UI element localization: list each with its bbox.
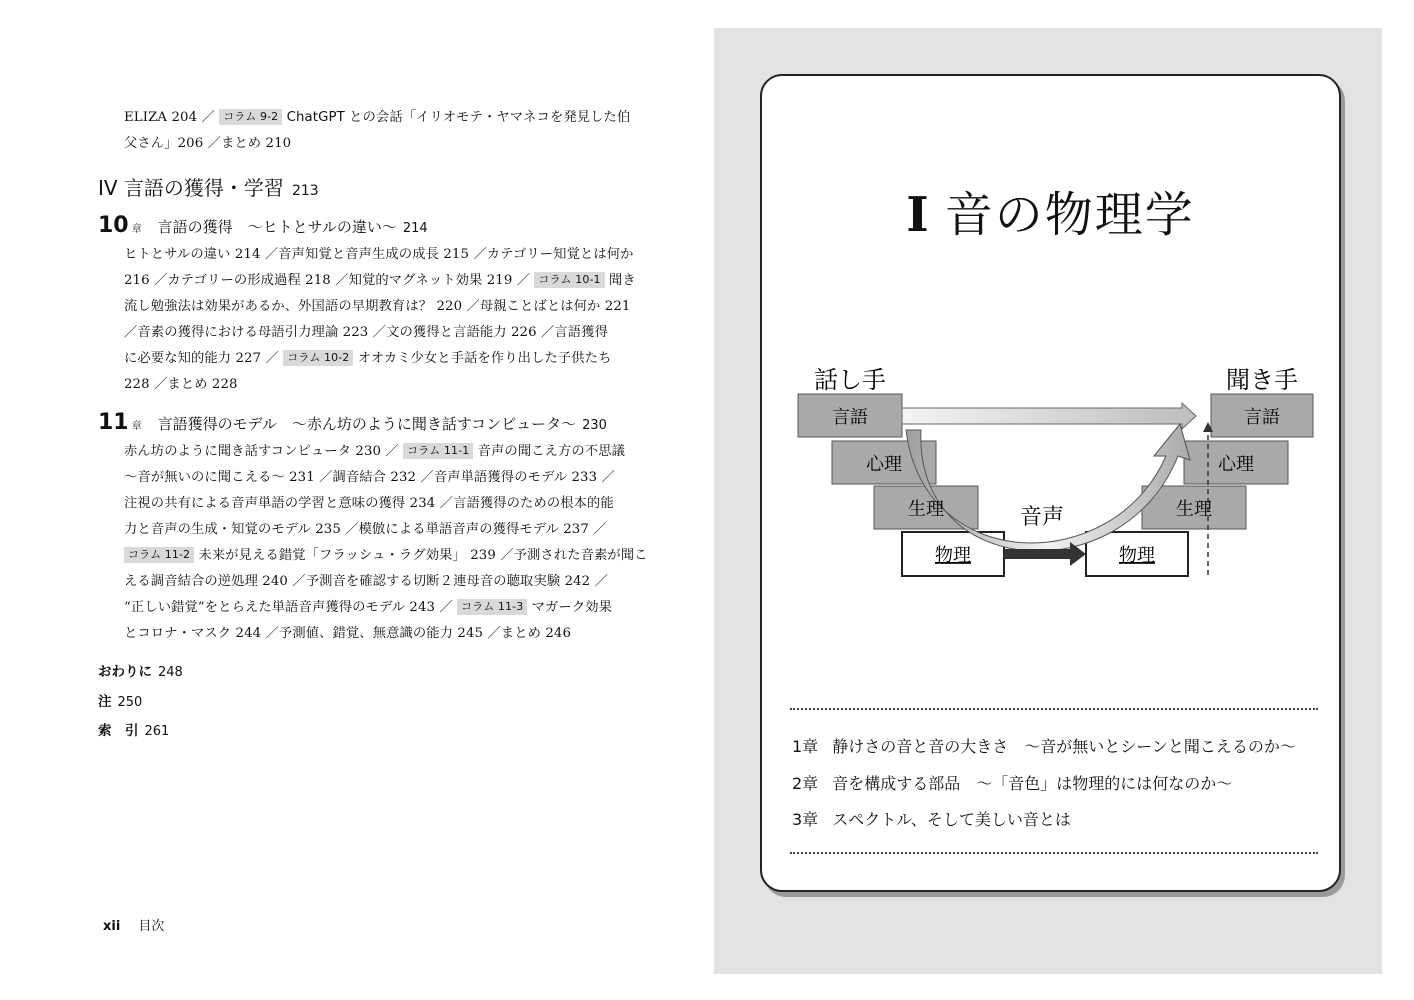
- column-tag: コラム 11-1: [403, 443, 473, 459]
- toc-line: [124, 269, 636, 288]
- toc-text: “正しい錯覚”をとらえた単語音声獲得のモデル 243 ／: [124, 600, 453, 615]
- column-tag: コラム 10-2: [283, 350, 353, 366]
- chapter-number: 11: [98, 410, 129, 435]
- chapter-no: 1章: [792, 737, 819, 756]
- divider-top: [790, 708, 1318, 710]
- chapter-item-1: [792, 734, 1296, 757]
- chapter-item-2: [792, 771, 1232, 794]
- chapter-title: 言語の獲得 〜ヒトとサルの違い〜: [157, 218, 397, 236]
- toc-line: ／音素の獲得における母語引力理論 223 ／文の獲得と言語能力 226 ／言語獲得: [124, 325, 608, 340]
- toc-line: [124, 106, 630, 125]
- chapter-title: スペクトル、そして美しい音とは: [832, 810, 1071, 829]
- end-page: 250: [117, 695, 143, 710]
- toc-line: [124, 544, 648, 563]
- toc-text: 239 ／予測された音素が聞こ: [470, 548, 648, 563]
- part-roman: I: [906, 187, 931, 243]
- chapter-11-heading: [98, 410, 607, 435]
- toc-text: 244 ／予測値、錯覚、無意識の能力 245 ／まとめ 246: [235, 626, 572, 641]
- toc-text: ELIZA 204 ／: [124, 110, 215, 125]
- chapter-no: 3章: [792, 810, 819, 829]
- end-label: 索 引: [98, 723, 139, 739]
- toc-line: [124, 596, 612, 615]
- toc-text: 231 ／調音結合 232 ／音声単語獲得のモデル 233 ／: [289, 470, 615, 485]
- speech-chain-diagram: [784, 326, 1314, 586]
- speaker-language-label: 言語: [832, 407, 868, 428]
- toc-text: 流し勉強法は効果があるか、外国語の早期教育は？: [124, 299, 433, 314]
- speaker-psychology-label: 心理: [866, 454, 902, 475]
- toc-line: [124, 295, 630, 314]
- chapter-page: 230: [582, 418, 607, 433]
- end-matter-notes: [98, 690, 142, 710]
- speaker-physiology-label: 生理: [908, 499, 944, 520]
- chapter-number: 10: [98, 213, 129, 238]
- sound-label: 音声: [1019, 505, 1065, 530]
- part-page: 213: [291, 183, 319, 199]
- language-arrow: [902, 403, 1196, 429]
- column-tag: コラム 9-2: [219, 109, 282, 125]
- chapter-title: 音を構成する部品 〜「音色」は物理的には何なのか〜: [832, 774, 1233, 793]
- chapter-item-3: [792, 807, 1071, 830]
- end-label: おわりに: [98, 664, 152, 680]
- chapter-title: 言語獲得のモデル 〜赤ん坊のように聞き話すコンピュータ〜: [157, 415, 577, 433]
- toc-text: マガーク効果: [531, 600, 613, 615]
- toc-line: [124, 466, 615, 485]
- part-heading: [98, 172, 319, 201]
- column-tag: コラム 11-2: [124, 547, 194, 563]
- chapter-suffix: 章: [131, 421, 142, 432]
- toc-text: 赤ん坊のように聞き話すコンピュータ 230 ／: [124, 444, 399, 459]
- folio: xii: [103, 919, 121, 934]
- toc-line: [124, 440, 625, 459]
- toc-text: オオカミ少女と手話を作り出した子供たち: [357, 351, 612, 366]
- chapter-10-heading: [98, 213, 428, 238]
- toc-line: [124, 347, 611, 366]
- chapter-suffix: 章: [131, 224, 142, 235]
- end-page: 248: [158, 665, 183, 680]
- toc-text: 〜音が無いのに聞こえる〜: [124, 470, 285, 485]
- speaker-label: 話し手: [814, 366, 886, 394]
- end-label: 注: [98, 694, 112, 710]
- toc-line: [124, 622, 571, 641]
- toc-line: える調音結合の逆処理 240 ／予測音を確認する切断２連母音の聴取実験 242 ／: [124, 574, 608, 589]
- listener-language-label: 言語: [1244, 407, 1280, 428]
- end-matter-afterword: [98, 660, 183, 680]
- toc-text: とコロナ・マスク: [124, 626, 232, 641]
- toc-text: 聞き: [608, 273, 636, 288]
- chapter-no: 2章: [792, 774, 819, 793]
- toc-line: ヒトとサルの違い 214 ／音声知覚と音声生成の成長 215 ／カテゴリー知覚とは何か: [124, 247, 634, 262]
- chapter-title: 静けさの音と音の大きさ 〜音が無いとシーンと聞こえるのか〜: [832, 737, 1296, 756]
- toc-text: に必要な知的能力 227 ／: [124, 351, 279, 366]
- speaker-physics-label: 物理: [935, 545, 971, 566]
- listener-physiology-label: 生理: [1176, 499, 1212, 520]
- column-tag: コラム 11-3: [457, 599, 527, 615]
- toc-line: 228 ／まとめ 228: [124, 377, 238, 392]
- toc-line: 注視の共有による音声単語の学習と意味の獲得 234 ／言語獲得のための根本的能: [124, 496, 614, 511]
- listener-label: 聞き手: [1226, 366, 1298, 394]
- part-card: [760, 74, 1341, 892]
- part-title-block: [762, 176, 1339, 245]
- toc-text: 216 ／カテゴリーの形成過程 218 ／知覚的マグネット効果 219 ／: [124, 273, 531, 288]
- toc-text: 音声の聞こえ方の不思議: [477, 444, 625, 459]
- chapter-page: 214: [402, 221, 428, 236]
- column-tag: コラム 10-1: [534, 272, 604, 288]
- running-title: 目次: [138, 919, 165, 934]
- toc-text: 未来が見える錯覚「フラッシュ・ラグ効果」: [198, 548, 466, 563]
- listener-physics-label: 物理: [1119, 545, 1155, 566]
- part-title: IV 言語の獲得・学習: [98, 176, 284, 200]
- part-title: 音の物理学: [944, 187, 1195, 243]
- end-matter-index: [98, 719, 169, 739]
- toc-line: 父さん」206 ／まとめ 210: [124, 136, 292, 151]
- toc-text: 220 ／母親ことばとは何か 221: [436, 299, 631, 314]
- page-footer: [103, 915, 164, 934]
- toc-text: ChatGPT との会話「イリオモテ・ヤマネコを発見した伯: [286, 110, 631, 125]
- end-page: 261: [144, 724, 170, 739]
- right-page: [714, 28, 1382, 974]
- toc-line: 力と音声の生成・知覚のモデル 235 ／模倣による単語音声の獲得モデル 237 ／: [124, 522, 607, 537]
- listener-psychology-label: 心理: [1218, 454, 1254, 475]
- divider-bottom: [790, 852, 1318, 854]
